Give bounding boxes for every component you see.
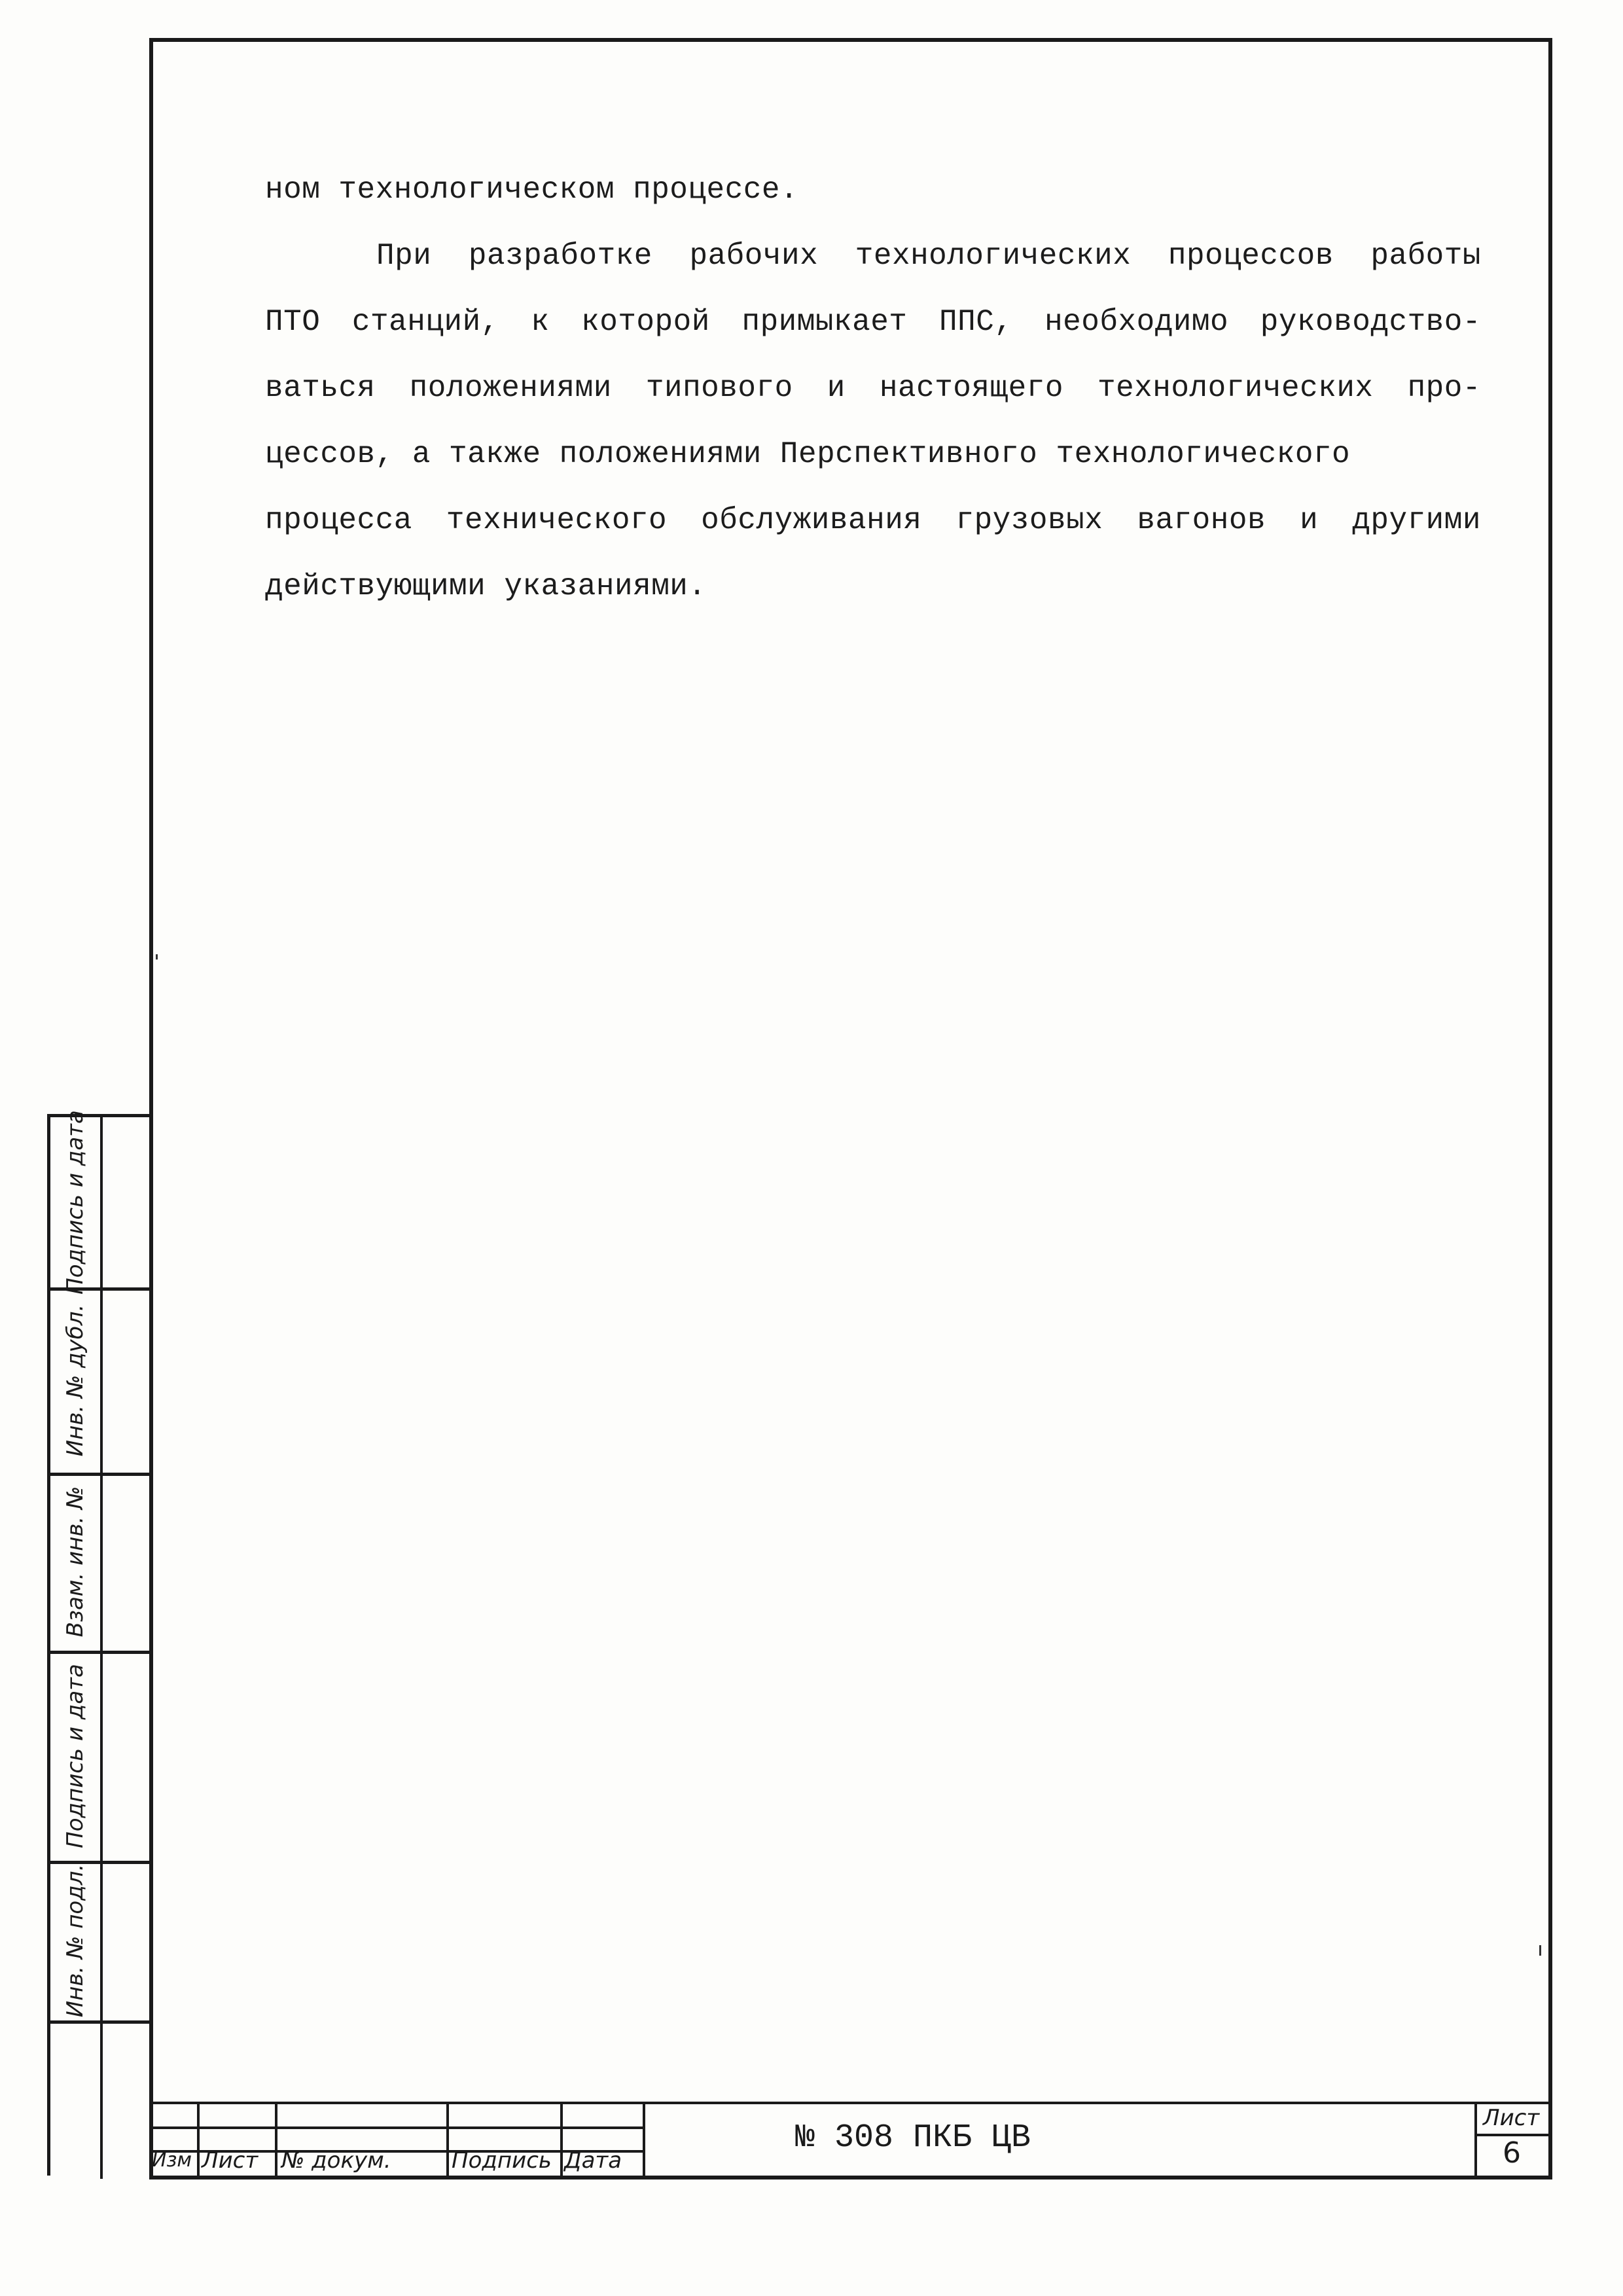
- title-block-col-line: [1474, 2102, 1477, 2176]
- title-block-col-line: [275, 2102, 277, 2176]
- header-doc-no: № докум.: [281, 2147, 391, 2174]
- header-date: Дата: [564, 2147, 622, 2174]
- body-line-3: ПТО станций, к которой примыкает ППС, необходимо руководство-: [265, 305, 1481, 339]
- title-block-col-line: [560, 2102, 563, 2176]
- document-code: № 308 ПКБ ЦВ: [795, 2119, 1031, 2157]
- body-line-1: ном технологическом процессе.: [265, 173, 799, 207]
- body-line-6: процесса технического обслуживания грузовых вагонов и другими: [265, 503, 1481, 537]
- title-block-col-line: [446, 2102, 449, 2176]
- sheet-number: 6: [1503, 2136, 1521, 2170]
- scan-speck: [156, 954, 158, 960]
- sheet-label: Лист: [1483, 2105, 1540, 2131]
- strip-divider-vertical: [100, 1117, 103, 2179]
- title-block-top-line: [149, 2102, 1548, 2104]
- strip-label-signature-date-2: Подпись и дата: [62, 1664, 88, 1848]
- drawing-frame: [149, 38, 1552, 2179]
- strip-label-signature-date-1: Подпись и дата: [62, 1110, 88, 1295]
- header-change: Изм: [152, 2149, 192, 2172]
- strip-divider: [50, 1651, 152, 1654]
- strip-divider: [50, 1473, 152, 1476]
- title-block-row-line: [149, 2126, 643, 2129]
- body-line-2: При разработке рабочих технологических процессов работы: [376, 239, 1481, 273]
- header-sheet: Лист: [202, 2147, 259, 2174]
- strip-label-dup-inv-no: Инв. № дубл.: [62, 1304, 88, 1457]
- title-block-col-line: [643, 2102, 645, 2176]
- header-signature: Подпись: [452, 2147, 552, 2174]
- strip-divider: [50, 2020, 152, 2024]
- title-block-col-line: [197, 2102, 200, 2176]
- body-line-5: цессов, а также положениями Перспективного технологического: [265, 437, 1351, 471]
- strip-label-original-inv-no: Инв. № подл.: [62, 1863, 88, 2018]
- body-line-4: ваться положениями типового и настоящего технологических про-: [265, 371, 1481, 405]
- body-line-7: действующими указаниями.: [265, 569, 707, 603]
- strip-label-replaced-inv-no: Взам. инв. №: [62, 1486, 88, 1638]
- margin-strip: [47, 1110, 149, 2176]
- scan-speck: [1539, 1945, 1541, 1956]
